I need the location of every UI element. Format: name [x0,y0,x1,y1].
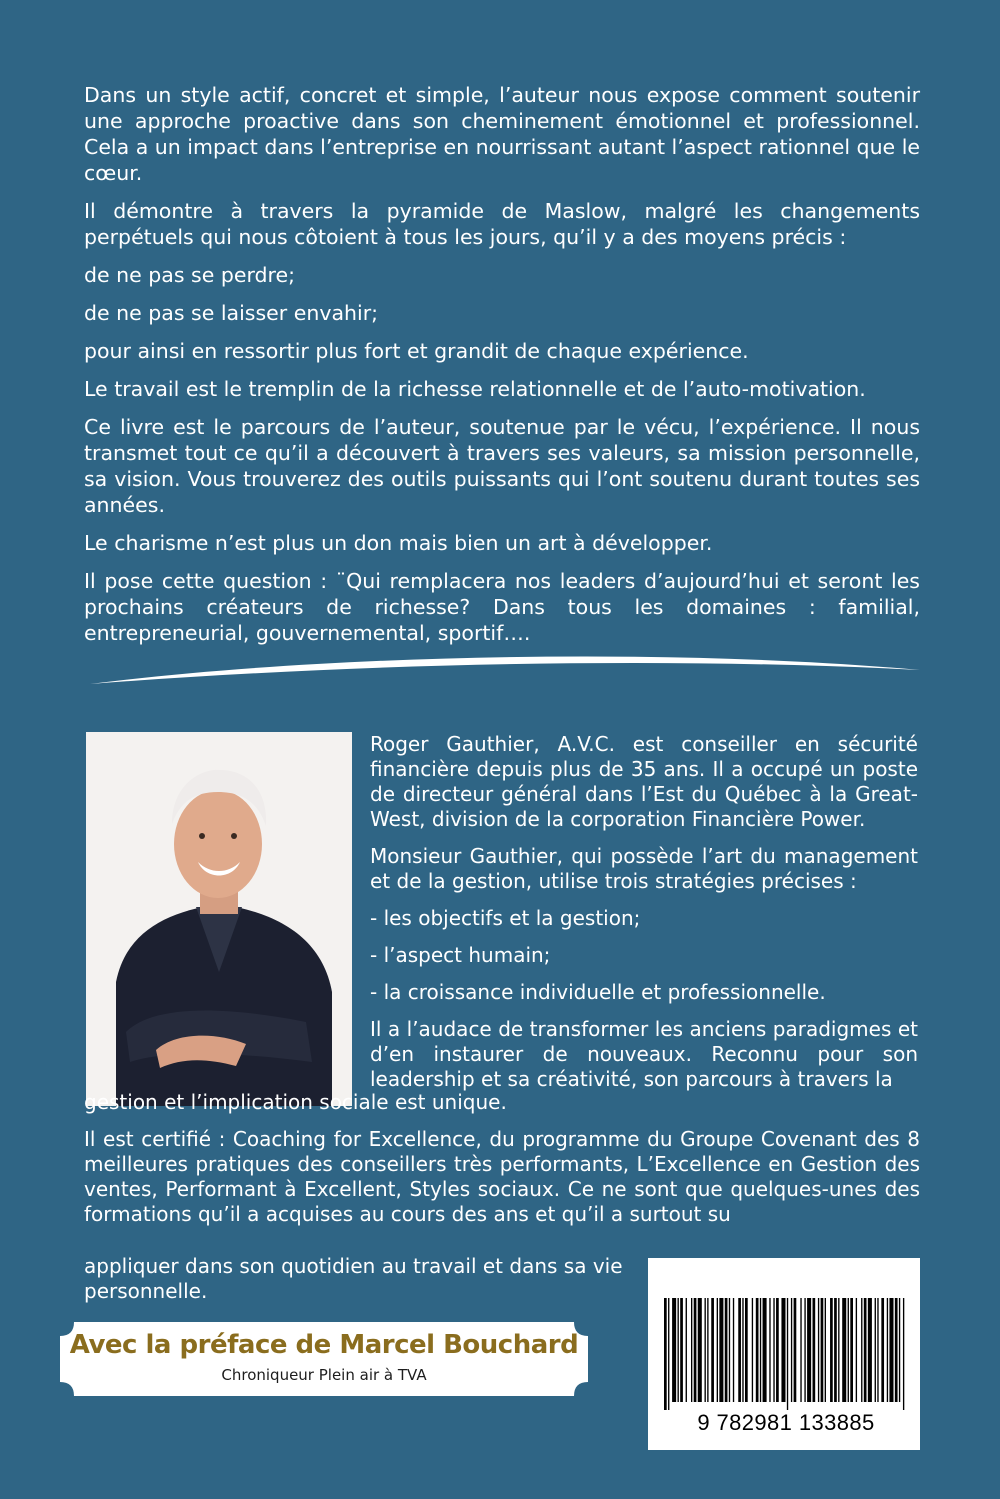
barcode-bar [875,1298,876,1402]
barcode-bar [680,1298,683,1402]
barcode-bar [864,1298,867,1402]
barcode-bar [729,1298,730,1402]
summary-paragraph: Il démontre à travers la pyramide de Maslow, malgré les changements perpétuels qui nous côtoient à tous les jours, qu’il y a des moyens précis : [84,199,920,249]
barcode-bar [834,1298,837,1402]
barcode-bar [664,1298,667,1410]
barcode-bar [868,1298,872,1402]
bio-paragraph: Il a l’audace de transformer les anciens paradigmes et d’en instaurer de nouveaux. Reconnu pour son leadership et sa créativité, son parcours à travers la [370,1017,918,1091]
summary-paragraph: Le travail est le tremplin de la richesse relationnelle et de l’auto-motivation. [84,377,866,401]
barcode-bar [763,1298,767,1402]
barcode-bar [781,1298,785,1402]
barcode-bar [725,1298,728,1402]
barcode-bar [848,1298,849,1402]
barcode-bar [707,1298,708,1402]
barcode-bar [668,1298,669,1410]
barcode-bar [838,1298,839,1402]
barcode-bar [672,1298,676,1402]
barcode-bar [752,1298,753,1402]
barcode-bar [711,1298,714,1402]
summary-paragraph: Dans un style actif, concret et simple, l’auteur nous expose comment soutenir une approche proactive dans son cheminement émotionnel et professionnel. Cela a un impact dans l’entreprise en nourrissant autant l’aspect rationnel que le cœur. [84,83,920,185]
summary-paragraph: Il pose cette question : ¨Qui remplacera nos leaders d’aujourd’hui et seront les prochains créateurs de richesse? Dans tous les domaines : familial, entrepreneurial, gouvernemental, sportif…. [84,569,920,645]
barcode-bar [756,1298,759,1402]
barcode-bar [794,1298,797,1402]
barcode-bar [694,1298,697,1402]
author-bio-continued [84,1090,920,1239]
book-summary [84,82,920,658]
barcode-bar [861,1298,862,1402]
barcode-bar [742,1298,743,1402]
barcode-bar [717,1298,718,1402]
preface-title: Avec la préface de Marcel Bouchard [69,1330,579,1360]
barcode-bar [773,1298,774,1402]
barcode-bar [889,1298,893,1402]
author-photo [86,732,352,1106]
barcode-bar [791,1298,792,1402]
barcode-bar [903,1298,904,1410]
barcode-bar [787,1298,788,1410]
barcode-bar [691,1298,692,1402]
barcode-bar [769,1298,770,1402]
barcode-bar [842,1298,846,1402]
barcode-bar [807,1298,811,1402]
barcode-bar [738,1298,741,1402]
barcode-bar [686,1298,687,1402]
bio-paragraph: - la croissance individuelle et professionnelle. [370,980,826,1004]
barcode-bar [698,1298,702,1402]
barcode-bar [678,1298,679,1402]
barcode-bar [804,1298,805,1402]
bio-paragraph: - les objectifs et la gestion; [370,906,641,930]
barcode-bar [719,1298,723,1402]
bio-closing: appliquer dans son quotidien au travail et dans sa vie personnelle. [84,1254,623,1303]
summary-paragraph: pour ainsi en ressortir plus fort et grandit de chaque expérience. [84,339,749,363]
barcode-bar [776,1298,779,1402]
bio-paragraph: gestion et l’implication sociale est unique. [84,1090,507,1114]
barcode-bar [895,1298,898,1402]
barcode-bar [899,1298,900,1402]
barcode-bar [745,1298,748,1402]
author-bio [370,732,918,1104]
barcode-bar [850,1298,853,1402]
summary-paragraph: Le charisme n’est plus un don mais bien un art à développer. [84,531,713,555]
preface-badge [60,1322,588,1396]
barcode-bar [825,1298,826,1402]
summary-paragraph: Ce livre est le parcours de l’auteur, soutenue par le vécu, l’expérience. Il nous transmet tout ce qu’il a découvert à travers ses valeurs, sa mission personnelle, sa vision. Vous trouverez des outils puissants qui l’ont soutenu durant toutes ses années. [84,415,920,517]
barcode-bar [821,1298,824,1402]
barcode-bar [887,1298,888,1402]
isbn-digits: 9 782981 133885 [697,1410,875,1435]
barcode-bar [877,1298,878,1402]
barcode-bar [800,1298,801,1402]
barcode-bar [830,1298,833,1402]
barcode-bars [658,1298,914,1418]
summary-paragraph: de ne pas se perdre; [84,263,296,287]
bio-paragraph: Roger Gauthier, A.V.C. est conseiller en sécurité financière depuis plus de 35 ans. Il a occupé un poste de directeur général dans l’Est du Québec à la Great-West, division de la corporation Financière Power. [370,732,918,831]
barcode-bar [705,1298,706,1402]
bio-paragraph: Il est certifié : Coaching for Excellence, du programme du Groupe Covenant des 8 meilleures pratiques des conseillers très performants, L’Excellence en Gestion des ventes, Performant à Excellent, Styles sociaux. Ce ne sont que quelques-unes des formations qu’il a acquises au cours des ans et qu’il a surtout su [84,1127,920,1226]
bio-paragraph: - l’aspect humain; [370,943,551,967]
barcode-bar [733,1298,734,1402]
preface-subtitle: Chroniqueur Plein air à TVA [221,1366,427,1384]
barcode-bar [881,1298,884,1402]
summary-paragraph: de ne pas se laisser envahir; [84,301,379,325]
wave-divider [90,650,920,690]
barcode-bar [760,1298,761,1402]
barcode-bar [856,1298,857,1402]
barcode-bar [818,1298,819,1402]
isbn-barcode [648,1258,920,1450]
barcode-bar [813,1298,816,1402]
bio-paragraph: Monsieur Gauthier, qui possède l’art du management et de la gestion, utilise trois stratégies précises : [370,844,918,893]
